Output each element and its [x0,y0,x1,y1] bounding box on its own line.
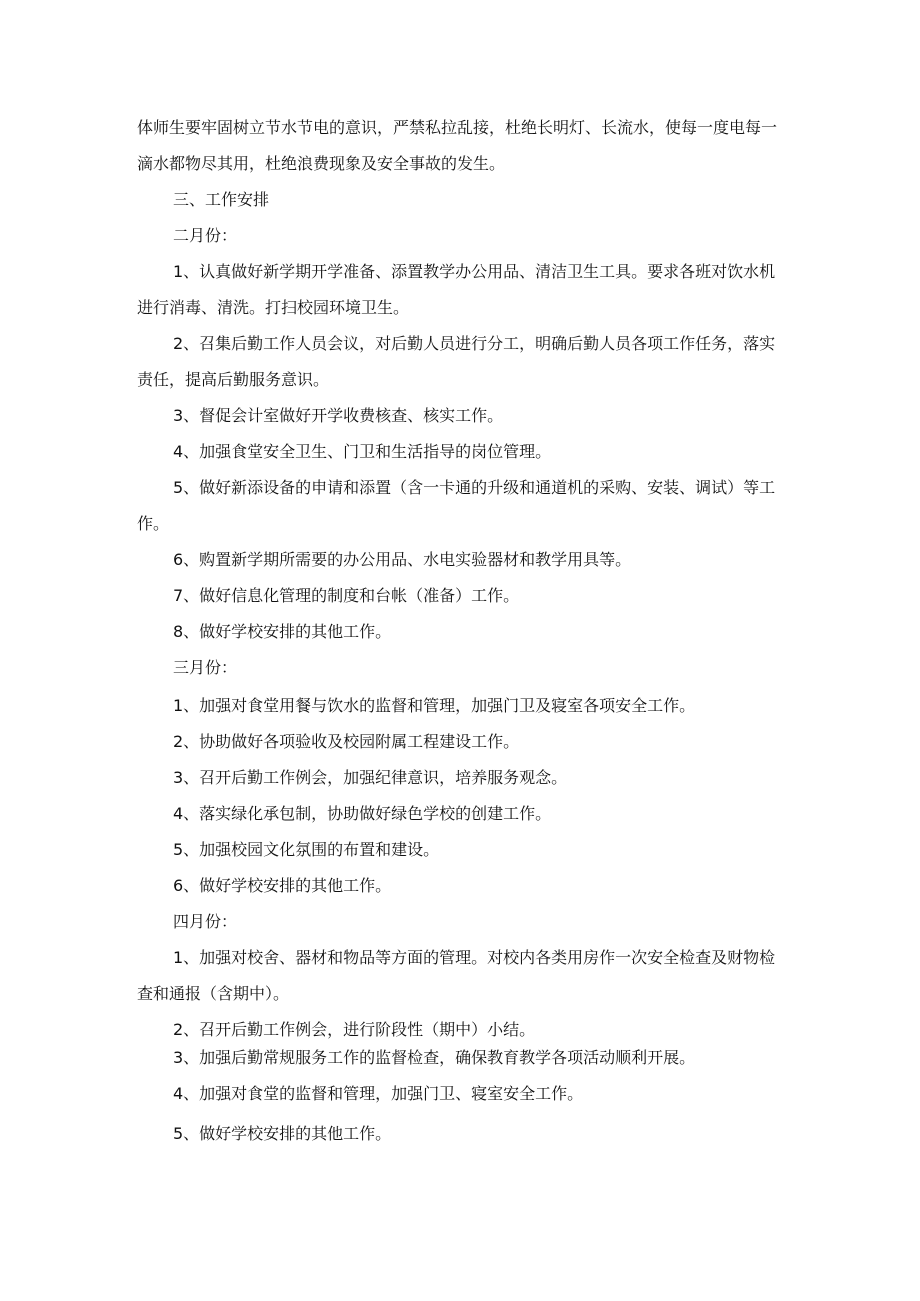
list-item: 6、做好学校安排的其他工作。 [173,876,392,895]
list-item: 4、加强对食堂的监督和管理，加强门卫、寝室安全工作。 [173,1084,584,1103]
section-heading-work-arrangement: 三、工作安排 [173,190,270,209]
list-item: 5、加强校园文化氛围的布置和建设。 [173,840,440,859]
list-item: 1、加强对校舍、器材和物品等方面的管理。对校内各类用房作一次安全检查及财物检查和通报（含期中）。 [137,948,776,1003]
list-item: 5、做好新添设备的申请和添置（含一卡通的升级和通道机的采购、安装、调试）等工作。 [137,478,776,533]
list-item: 7、做好信息化管理的制度和台帐（准备）工作。 [173,586,520,605]
list-item: 5、做好学校安排的其他工作。 [173,1124,392,1143]
list-item: 2、召集后勤工作人员会议，对后勤人员进行分工，明确后勤人员各项工作任务，落实责任，提高后勤服务意识。 [137,334,776,389]
list-item: 3、召开后勤工作例会，加强纪律意识，培养服务观念。 [173,768,568,787]
month-heading-april: 四月份： [173,912,238,931]
list-item: 4、落实绿化承包制，协助做好绿色学校的创建工作。 [173,804,552,823]
paragraph-intro-continuation: 体师生要牢固树立节水节电的意识，严禁私拉乱接，杜绝长明灯、长流水，使每一度电每一滴水都物尽其用，杜绝浪费现象及安全事故的发生。 [137,118,778,173]
list-item: 1、认真做好新学期开学准备、添置教学办公用品、清洁卫生工具。要求各班对饮水机进行消毒、清洗。打扫校园环境卫生。 [137,262,776,317]
month-heading-march: 三月份： [173,658,238,677]
list-item: 8、做好学校安排的其他工作。 [173,622,392,641]
list-item: 2、协助做好各项验收及校园附属工程建设工作。 [173,732,520,751]
list-item: 2、召开后勤工作例会，进行阶段性（期中）小结。 [173,1020,536,1039]
list-item: 4、加强食堂安全卫生、门卫和生活指导的岗位管理。 [173,442,552,461]
list-item: 3、加强后勤常规服务工作的监督检查，确保教育教学各项活动顺利开展。 [173,1048,696,1067]
month-heading-february: 二月份： [173,226,238,245]
list-item: 3、督促会计室做好开学收费核查、核实工作。 [173,406,504,425]
list-item: 1、加强对食堂用餐与饮水的监督和管理，加强门卫及寝室各项安全工作。 [173,696,696,715]
list-item: 6、购置新学期所需要的办公用品、水电实验器材和教学用具等。 [173,550,632,569]
